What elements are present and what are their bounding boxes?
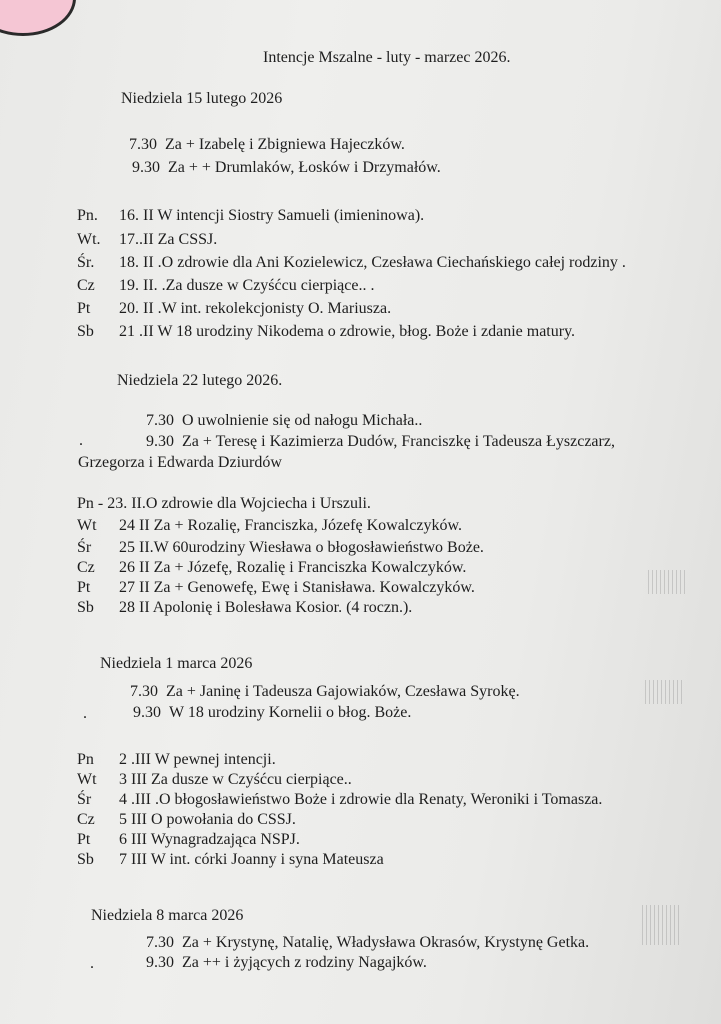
- weekday-entry: [77, 558, 466, 578]
- day-label: Cz: [77, 559, 95, 576]
- stray-mark: .: [83, 705, 87, 722]
- weekday-intention: 5 III O powołania do CSSJ.: [119, 811, 296, 828]
- weekday-intention: 26 II Za + Józefę, Rozalię i Franciszka Kowalczyków.: [119, 559, 467, 576]
- scan-noise: [648, 570, 688, 594]
- weekday-entry: [77, 578, 475, 598]
- day-label: Pn: [77, 751, 94, 768]
- weekday-entry: [77, 322, 575, 342]
- weekday-entry: [77, 206, 424, 226]
- mass-time: 9.30: [133, 704, 161, 721]
- day-label: Pt: [77, 300, 91, 317]
- weekday-entry: [77, 516, 462, 536]
- weekday-intention: 17..II Za CSSJ.: [119, 231, 218, 248]
- stray-mark: .: [79, 432, 83, 449]
- day-label: Śr: [77, 791, 92, 808]
- weekday-intention: 19. II. .Za dusze w Czyśćcu cierpiące.. .: [119, 277, 375, 294]
- weekday-entry: [77, 850, 384, 870]
- mass-entry: [130, 682, 520, 702]
- sunday-heading: Niedziela 1 marca 2026: [100, 655, 253, 672]
- stray-mark: .: [90, 955, 94, 972]
- weekday-intention: 7 III W int. córki Joanny i syna Mateusza: [119, 851, 384, 868]
- weekday-intention: 16. II W intencji Siostry Samueli (imieninowa).: [119, 207, 425, 224]
- mass-entry: [132, 158, 441, 178]
- day-label: Wt: [77, 517, 97, 534]
- mass-intention: O uwolnienie się od nałogu Michała..: [182, 412, 423, 429]
- weekday-entry: [77, 299, 391, 319]
- mass-intention-continuation: Grzegorza i Edwarda Dziurdów: [78, 454, 282, 471]
- weekday-entry: [77, 276, 374, 296]
- day-label: Wt: [77, 771, 97, 788]
- mass-time: 7.30: [146, 412, 174, 429]
- day-label: Wt.: [77, 231, 101, 248]
- mass-time: 7.30: [129, 136, 157, 153]
- weekday-intention: 27 II Za + Genowefę, Ewę i Stanisława. Kowalczyków.: [119, 579, 475, 596]
- day-label: Sb: [77, 851, 94, 868]
- sunday-heading: Niedziela 15 lutego 2026: [121, 90, 283, 107]
- day-label: Pn - 23. II.O zdrowie dla Wojciecha i Urszuli.: [77, 495, 371, 512]
- mass-entry: [146, 953, 427, 973]
- weekday-entry: [77, 830, 300, 850]
- weekday-entry: [77, 253, 626, 273]
- mass-entry: [146, 411, 422, 431]
- sunday-heading: Niedziela 22 lutego 2026.: [117, 372, 283, 389]
- weekday-intention: 2 .III W pewnej intencji.: [119, 751, 276, 768]
- day-label: Pt: [77, 831, 91, 848]
- scan-noise: [645, 680, 685, 704]
- day-label: Śr.: [77, 254, 95, 271]
- weekday-intention: 4 .III .O błogosławieństwo Boże i zdrowie dla Renaty, Weroniki i Tomasza.: [119, 791, 603, 808]
- weekday-intention: 24 II Za + Rozalię, Franciszka, Józefę Kowalczyków.: [119, 517, 462, 534]
- weekday-intention: 3 III Za dusze w Czyśćcu cierpiące..: [119, 771, 352, 788]
- day-label: Sb: [77, 599, 94, 616]
- mass-intention: Za + Krystynę, Natalię, Władysława Okrasów, Krystynę Getka.: [182, 934, 590, 951]
- day-label: Cz: [77, 811, 95, 828]
- weekday-intention: 6 III Wynagradzająca NSPJ.: [119, 831, 300, 848]
- mass-intention: Za + Janinę i Tadeusza Gajowiaków, Czesława Syrokę.: [166, 683, 520, 700]
- day-label: Śr: [77, 539, 92, 556]
- mass-entry: [129, 135, 405, 155]
- mass-intention: Za + Izabelę i Zbigniewa Hajeczków.: [165, 136, 405, 153]
- mass-entry: [133, 703, 411, 723]
- weekday-intention: 28 II Apolonię i Bolesława Kosior. (4 roczn.).: [119, 599, 413, 616]
- weekday-entry: [77, 810, 296, 830]
- page-title: Intencje Mszalne - luty - marzec 2026.: [263, 49, 511, 66]
- weekday-entry: [77, 750, 276, 770]
- day-label: Pt: [77, 579, 91, 596]
- day-label: Pn.: [77, 207, 98, 224]
- mass-intention: Za + + Drumlaków, Łosków i Drzymałów.: [168, 159, 441, 176]
- mass-intention: Za ++ i żyjących z rodziny Nagajków.: [182, 954, 427, 971]
- day-label: Sb: [77, 323, 94, 340]
- mass-time: 7.30: [146, 934, 174, 951]
- weekday-entry: [77, 230, 217, 250]
- day-label: Cz: [77, 277, 95, 294]
- mass-time: 7.30: [130, 683, 158, 700]
- mass-time: 9.30: [146, 433, 174, 450]
- mass-entry: [146, 432, 615, 452]
- mass-time: 9.30: [146, 954, 174, 971]
- mass-intention: W 18 urodziny Kornelii o błog. Boże.: [169, 704, 412, 721]
- mass-time: 9.30: [132, 159, 160, 176]
- weekday-intention: 18. II .O zdrowie dla Ani Kozielewicz, Czesława Ciechańskiego całej rodziny .: [119, 254, 626, 271]
- scan-noise: [642, 905, 682, 945]
- mass-intention: Za + Teresę i Kazimierza Dudów, Franciszkę i Tadeusza Łyszczarz,: [182, 433, 615, 450]
- weekday-entry: [77, 494, 371, 514]
- sunday-heading: Niedziela 8 marca 2026: [91, 907, 244, 924]
- weekday-entry: [77, 538, 484, 558]
- weekday-entry: [77, 598, 412, 618]
- weekday-entry: [77, 770, 352, 790]
- weekday-intention: 21 .II W 18 urodziny Nikodema o zdrowie, błog. Boże i zdanie matury.: [119, 323, 576, 340]
- weekday-intention: 25 II.W 60urodziny Wiesława o błogosławieństwo Boże.: [119, 539, 484, 556]
- weekday-intention: 20. II .W int. rekolekcjonisty O. Mariusza.: [119, 300, 392, 317]
- mass-entry: [146, 933, 589, 953]
- weekday-entry: [77, 790, 602, 810]
